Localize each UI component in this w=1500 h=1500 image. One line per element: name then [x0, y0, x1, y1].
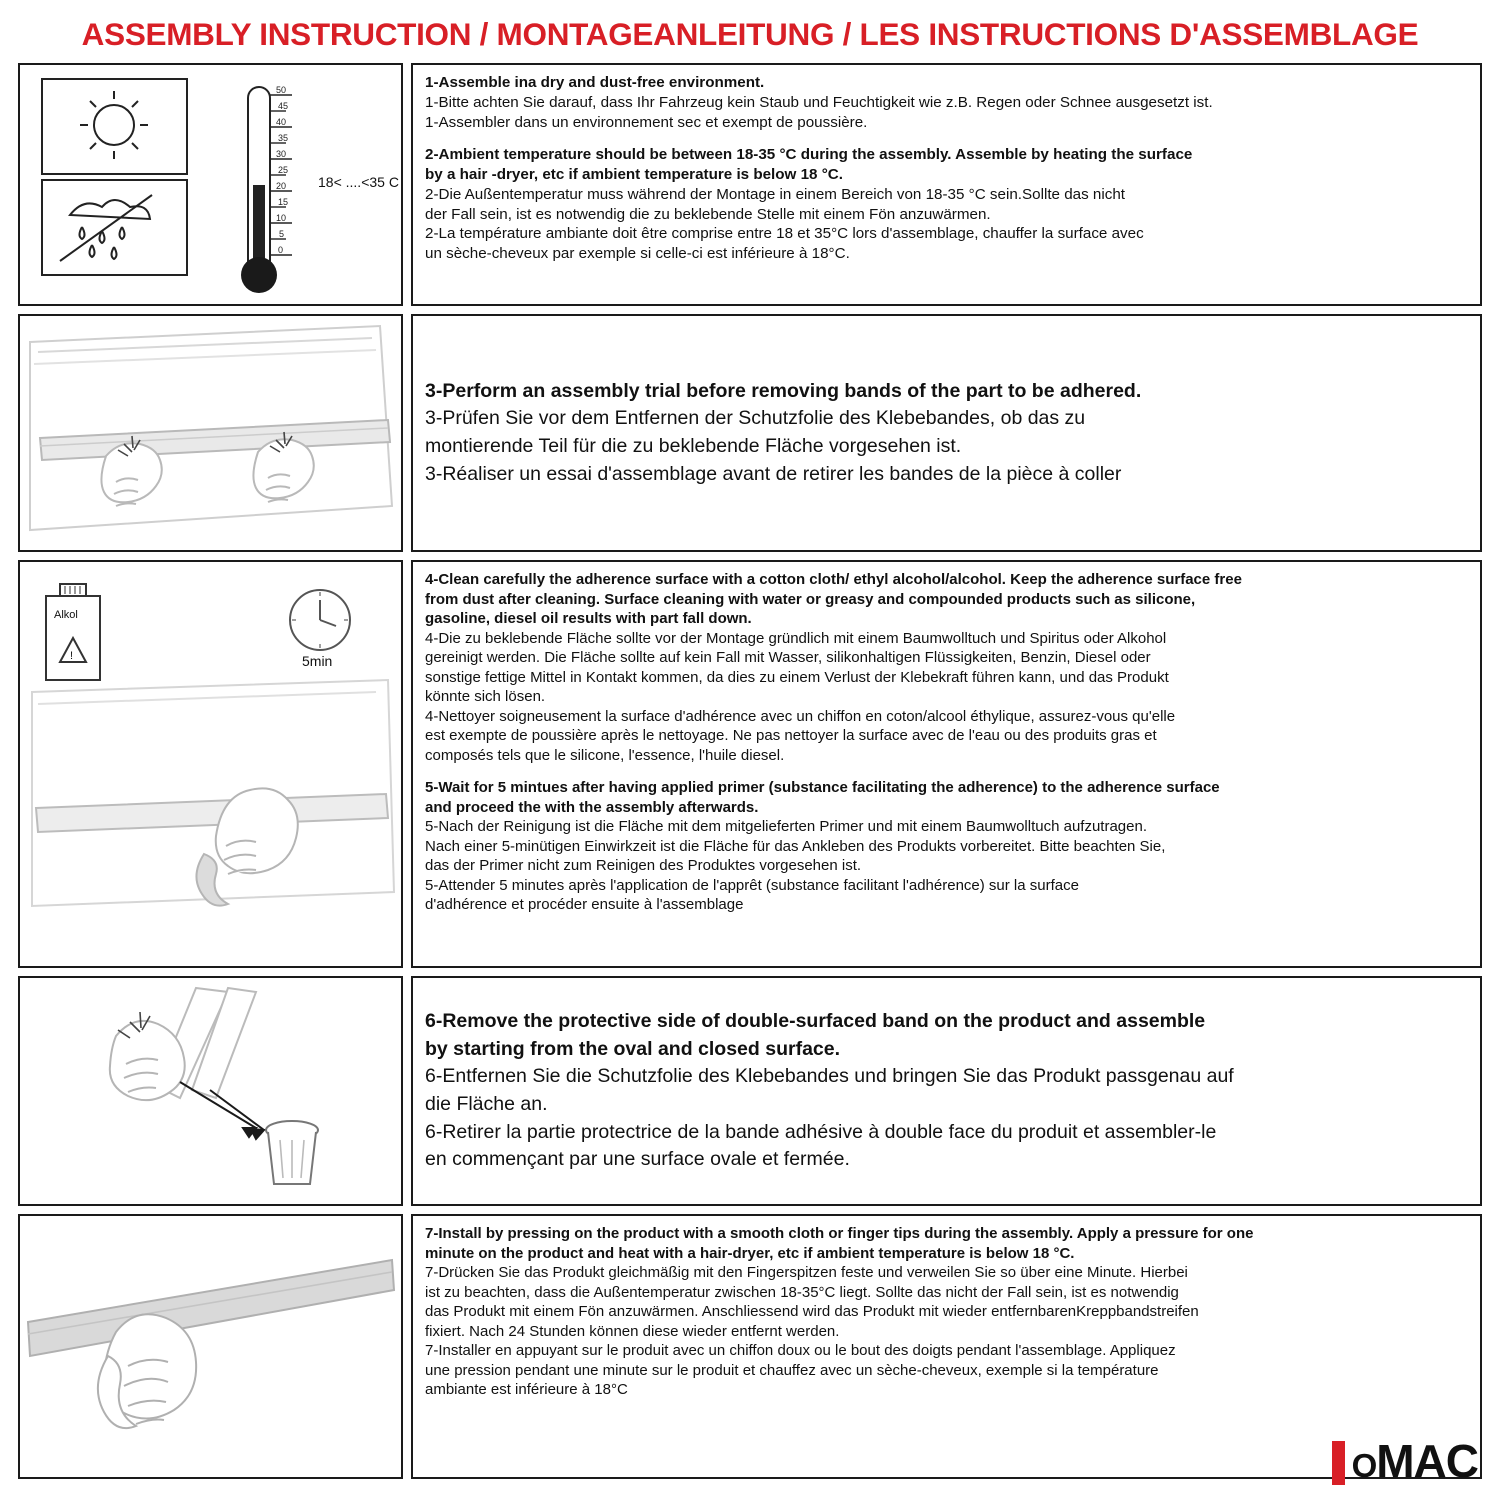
step5-de-line3: das der Primer nicht zum Reinigen des Produktes vorgesehen ist. [425, 857, 862, 874]
two-hands-trial-fit-icon [20, 316, 403, 552]
svg-text:35: 35 [278, 133, 289, 143]
hand-pressing-trim-icon [20, 1216, 403, 1479]
svg-text:25: 25 [278, 165, 289, 175]
step6-de-line1: 6-Entfernen Sie die Schutzfolie des Klebebandes und bringen Sie das Produkt passgenau auf [425, 1065, 1234, 1088]
step3-de-line2: montierende Teil für die zu beklebende Fläche vorgesehen ist. [425, 435, 962, 457]
logo-text-mac: MAC [1376, 1434, 1478, 1487]
text-panel-4 [411, 976, 1482, 1206]
logo-text [1351, 1434, 1478, 1488]
step1-fr: 1-Assembler dans un environnement sec et exempt de poussière. [425, 113, 868, 131]
instruction-grid [18, 63, 1482, 1479]
figure-panel-5 [18, 1214, 403, 1479]
step7-en-line2: minute on the product and heat with a hair-dryer, etc if ambient temperature is below 18 °C. [425, 1244, 1075, 1262]
step4-de-line2: gereinigt werden. Die Fläche sollte auf kein Fall mit Wasser, silikonhaltigen Flüssigkeiten, Benzin, Diesel oder [425, 649, 1151, 666]
step7-fr-line2: une pression pendant une minute sur le produit et chauffez avec un sèche-cheveux, exemple si la température [425, 1361, 1159, 1379]
step6-de-line2: die Fläche an. [425, 1093, 548, 1115]
svg-text:50: 50 [276, 85, 287, 95]
alcohol-bottle-label: Alkol [54, 609, 78, 621]
step6-fr-line1: 6-Retirer la partie protectrice de la bande adhésive à double face du produit et assembler-le [425, 1120, 1217, 1143]
figure-panel-3 [18, 560, 403, 968]
step6-en-line1: 6-Remove the protective side of double-surfaced band on the product and assemble [425, 1009, 1206, 1032]
figure-panel-2 [18, 314, 403, 552]
instruction-row-4 [18, 976, 1482, 1206]
step5-fr-line2: d'adhérence et procéder ensuite à l'assemblage [425, 896, 744, 913]
text-panel-2 [411, 314, 1482, 552]
step4-fr-line3: composés tels que le silicone, l'essence, l'huile diesel. [425, 746, 785, 764]
step1-de: 1-Bitte achten Sie darauf, dass Ihr Fahrzeug kein Staub und Feuchtigkeit wie z.B. Regen oder Schnee ausgesetzt ist. [425, 93, 1213, 111]
step4-fr-line2: est exempte de poussière après le nettoyage. Ne pas nettoyer la surface avec de l'eau ou des produits gras et [425, 727, 1157, 744]
instruction-row-1 [18, 63, 1482, 306]
step3-de-line1: 3-Prüfen Sie vor dem Entfernen der Schutzfolie des Klebebandes, ob das zu [425, 407, 1086, 430]
page-title: ASSEMBLY INSTRUCTION / MONTAGEANLEITUNG / LES INSTRUCTIONS D'ASSEMBLAGE [81, 16, 1419, 52]
step2-de-line2: der Fall sein, ist es notwendig die zu beklebende Stelle mit einem Fön anzuwärmen. [425, 205, 991, 223]
svg-text:15: 15 [278, 197, 289, 207]
text-panel-1 [411, 63, 1482, 306]
instruction-row-2 [18, 314, 1482, 552]
step5-fr-line1: 5-Attender 5 minutes après l'application de l'apprêt (substance facilitant l'adhérence) sur la surface [425, 876, 1079, 894]
step5-en-line2: and proceed the with the assembly afterwards. [425, 798, 759, 816]
step3-en: 3-Perform an assembly trial before removing bands of the part to be adhered. [425, 379, 1142, 402]
svg-text:5: 5 [279, 229, 285, 239]
step2-en-line1: 2-Ambient temperature should be between 18-35 °C during the assembly. Assemble by heating the surface [425, 146, 1193, 164]
sun-no-rain-thermometer-icon [20, 65, 403, 306]
step7-fr-line3: ambiante est inférieure à 18°C [425, 1381, 628, 1398]
step4-fr-line1: 4-Nettoyer soigneusement la surface d'adhérence avec un chiffon en coton/alcool éthylique, assurez-vous qu'elle [425, 707, 1176, 725]
step4-de-line1: 4-Die zu beklebende Fläche sollte vor der Montage gründlich mit einem Baumwolltuch und Spiritus oder Alkohol [425, 629, 1167, 647]
instruction-row-3 [18, 560, 1482, 968]
figure-panel-4 [18, 976, 403, 1206]
step7-fr-line1: 7-Installer en appuyant sur le produit avec un chiffon doux ou le bout des doigts pendant l'assemblage. Appliquez [425, 1342, 1176, 1359]
step2-fr-line1: 2-La température ambiante doit être comprise entre 18 et 35°C lors d'assemblage, chauffer la surface avec [425, 225, 1144, 243]
svg-text:45: 45 [278, 101, 289, 111]
step7-de-line3: das Produkt mit einem Fön anzuwärmen. Anschliessend wird das Produkt mit wieder entfernbarenKreppbandstreifen [425, 1303, 1199, 1320]
step5-de-line2: Nach einer 5-minütigen Einwirkzeit ist die Fläche für das Ankleben des Produkts vorbereitet. Bitte beachten Sie, [425, 837, 1166, 855]
step2-de-line1: 2-Die Außentemperatur muss während der Montage in einem Bereich von 18-35 °C sein.Sollte das nicht [425, 185, 1126, 203]
svg-text:0: 0 [278, 245, 284, 255]
step4-en-line3: gasoline, diesel oil results with part fall down. [425, 610, 752, 627]
step2-en-line2: by a hair -dryer, etc if ambient temperature is below 18 °C. [425, 166, 843, 183]
svg-text:!: ! [70, 650, 74, 662]
text-panel-5 [411, 1214, 1482, 1479]
step6-en-line2: by starting from the oval and closed surface. [425, 1037, 841, 1060]
step3-fr: 3-Réaliser un essai d'assemblage avant de retirer les bandes de la pièce à coller [425, 462, 1122, 485]
step7-de-line4: fixiert. Nach 24 Stunden können diese wieder entfernt werden. [425, 1322, 840, 1340]
step4-en-line1: 4-Clean carefully the adherence surface with a cotton cloth/ ethyl alcohol/alcohol. Keep the adherence surface free [425, 571, 1242, 588]
step7-de-line2: ist zu beachten, dass die Außentemperatur zwischen 18-35°C liegt. Sollte das nicht der Fall sein, ist es notwendig [425, 1283, 1179, 1301]
step6-fr-line2: en commençant par une surface ovale et fermée. [425, 1148, 850, 1171]
svg-text:30: 30 [276, 149, 287, 159]
step1-en: 1-Assemble ina dry and dust-free environment. [425, 74, 765, 91]
svg-text:20: 20 [276, 181, 287, 191]
temperature-range-label: 18< ....<35 C [318, 174, 399, 190]
instruction-row-5 [18, 1214, 1482, 1479]
step4-de-line4: könnte sich lösen. [425, 688, 546, 705]
alcohol-clock-cleaning-icon [20, 562, 403, 968]
clock-duration-label: 5min [302, 653, 333, 669]
figure-panel-1 [18, 63, 403, 306]
svg-text:40: 40 [276, 117, 287, 127]
svg-text:10: 10 [276, 213, 287, 223]
logo-accent-bar [1332, 1441, 1345, 1485]
peel-band-throw-in-bin-icon [20, 978, 403, 1206]
step5-en-line1: 5-Wait for 5 mintues after having applied primer (substance facilitating the adherence) to the adherence surface [425, 779, 1220, 796]
logo-text-o: O [1351, 1446, 1377, 1484]
step4-de-line3: sonstige fettige Mittel in Kontakt kommen, da dies zu einem Verlust der Klebekraft führen kann, und das Produkt [425, 668, 1169, 686]
step2-fr-line2: un sèche-cheveux par exemple si celle-ci est inférieure à 18°C. [425, 245, 850, 262]
text-panel-3 [411, 560, 1482, 968]
step7-de-line1: 7-Drücken Sie das Produkt gleichmäßig mit den Fingerspitzen feste und verweilen Sie so über eine Minute. Hierbei [425, 1264, 1188, 1281]
step7-en-line1: 7-Install by pressing on the product with a smooth cloth or finger tips during the assembly. Apply a pressure for one [425, 1225, 1254, 1242]
omac-logo [1332, 1434, 1478, 1487]
step4-en-line2: from dust after cleaning. Surface cleaning with water or greasy and compounded products such as silicone, [425, 590, 1196, 608]
step5-de-line1: 5-Nach der Reinigung ist die Fläche mit dem mitgelieferten Primer und mit einem Baumwolltuch aufzutragen. [425, 818, 1147, 835]
